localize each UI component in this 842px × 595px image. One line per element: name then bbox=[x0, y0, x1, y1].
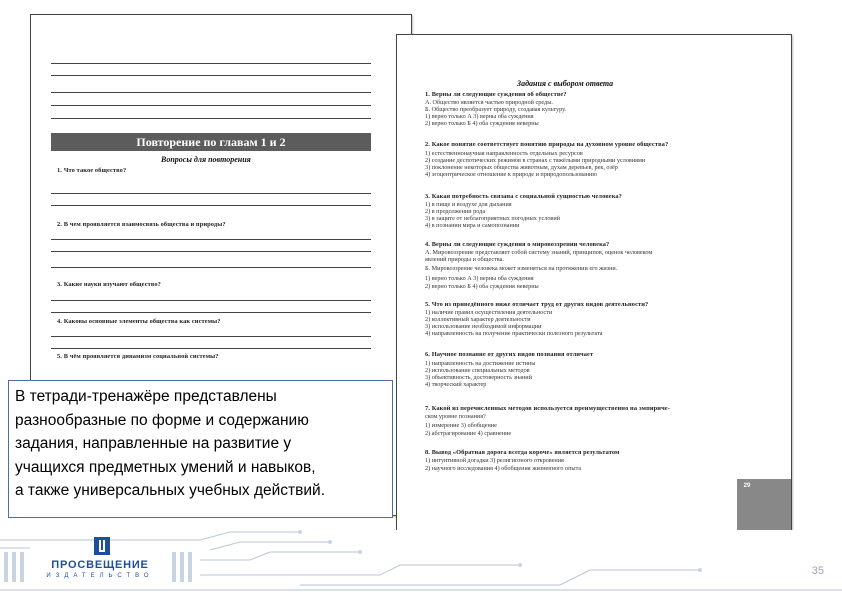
review-question: 1. Что такое общество? bbox=[57, 167, 127, 174]
task-option: 3) в защите от неблагоприятных погодных условий bbox=[425, 215, 560, 222]
task-option: 1) естественнонаучная направленность отдельных ресурсов bbox=[425, 150, 583, 157]
task-option: Б. Мировоззрение человека может изменяться на протяжении его жизни. bbox=[425, 265, 618, 272]
task-question: 4. Верны ли следующие суждения о мировоззрении человека? bbox=[425, 241, 610, 248]
answer-line bbox=[51, 92, 371, 93]
answer-line bbox=[51, 205, 371, 206]
task-option: 4) в познании мира и самопознании bbox=[425, 222, 520, 229]
workbook-page-right bbox=[396, 34, 792, 532]
answer-line bbox=[51, 193, 371, 194]
answer-line bbox=[51, 300, 371, 301]
task-option: явлений природы и общества. bbox=[425, 256, 504, 263]
review-question: 5. В чём проявляется динамизм социальной системы? bbox=[57, 353, 219, 360]
task-question: 2. Какое понятие соответствует понятию природы на духовном уровне общества? bbox=[425, 141, 669, 148]
task-option: 1) направленность на достижение истины bbox=[425, 360, 536, 367]
answer-line bbox=[51, 348, 371, 349]
task-option: 3) поклонение некоторых общества животным, духам деревьев, рек, озёр bbox=[425, 164, 618, 171]
task-option: 4) эгоцентрическое отношение к природе и природопользованию bbox=[425, 171, 597, 178]
section-band-title: Повторение по главам 1 и 2 bbox=[51, 133, 371, 151]
review-question: 3. Какие науки изучают общество? bbox=[57, 281, 161, 288]
description-callout bbox=[8, 380, 393, 518]
task-option: 2) научного исследования 4) обобщения жизненного опыта bbox=[425, 465, 582, 472]
task-option: 4) направленность на получение практически полезного результата bbox=[425, 330, 603, 337]
task-option: 3) использование необходимой информации bbox=[425, 323, 542, 330]
answer-line bbox=[51, 105, 371, 106]
tasks-heading: Задания с выбором ответа bbox=[517, 79, 614, 88]
task-option: 2) в продолжении рода bbox=[425, 208, 486, 215]
task-option: 1) измерение 3) обобщение bbox=[425, 422, 497, 429]
task-question: 7. Какой из перечисленных методов используется преимущественно на эмпириче- bbox=[425, 405, 670, 412]
review-question: 4. Каковы основные элементы общества как системы? bbox=[57, 318, 221, 325]
task-option: А. Мировоззрение представляет собой систему знаний, принципов, оценок человеком bbox=[425, 249, 653, 256]
answer-line bbox=[51, 239, 371, 240]
answer-line bbox=[51, 336, 371, 337]
task-option: 2) создание деспотических режимов в странах с тяжёлыми природными условиями bbox=[425, 157, 646, 164]
task-option: 3) объективность, достоверность знаний bbox=[425, 374, 532, 381]
task-option: 2) коллективный характер деятельности bbox=[425, 316, 531, 323]
task-option: 1) верно только А 3) верны оба суждения bbox=[425, 113, 534, 120]
logo-subtitle: ИЗДАТЕЛЬСТВО bbox=[46, 573, 154, 579]
publisher-logo bbox=[30, 537, 170, 585]
task-question: 8. Вывод «Обратная дорога всегда короче» является результатом bbox=[425, 449, 620, 456]
answer-line bbox=[51, 251, 371, 252]
task-option: А. Общество является частью природной среды. bbox=[425, 99, 553, 106]
logo-name: ПРОСВЕЩЕНИЕ bbox=[51, 559, 149, 571]
review-question: 2. В чем проявляется взаимосвязь общества и природы? bbox=[57, 221, 226, 228]
answer-line bbox=[51, 118, 371, 119]
task-question: 5. Что из приведённого ниже отличает труд от других видов деятельности? bbox=[425, 301, 649, 308]
slide-number: 35 bbox=[811, 565, 824, 577]
task-question: 1. Верны ли следующие суждения об обществе? bbox=[425, 91, 567, 98]
task-option: Б. Общество преобразует природу, создавая культуру. bbox=[425, 106, 567, 113]
task-option: 1) в пище и воздухе для дыхания bbox=[425, 201, 512, 208]
page-number: 29 bbox=[743, 483, 751, 489]
task-option: 2) использование специальных методов bbox=[425, 367, 530, 374]
task-option: 2) абстрагирование 4) сравнение bbox=[425, 430, 512, 437]
task-option: 4) творческий характер bbox=[425, 381, 487, 388]
callout-text: В тетради-тренажёре представлены разнообразные по форме и содержанию задания, направленные на развитие у учащихся предметных умений и навыков, а также универсальных учебных действий. bbox=[15, 388, 325, 499]
answer-line bbox=[51, 312, 371, 313]
task-option: 2) верно только Б 4) оба суждения неверны bbox=[425, 283, 539, 290]
task-option: 1) интуитивной догадки 3) религиозного откровения bbox=[425, 457, 564, 464]
answer-line bbox=[51, 267, 371, 268]
task-question: 3. Какая потребность связана с социальной сущностью человека? bbox=[425, 193, 622, 200]
task-option: 1) верно только А 3) верны оба суждения bbox=[425, 275, 534, 282]
answer-line bbox=[51, 63, 371, 64]
task-option: 1) наличие правил осуществления деятельности bbox=[425, 309, 553, 316]
task-option: ском уровне познания? bbox=[425, 413, 486, 420]
task-option: 2) верно только Б 4) оба суждения неверны bbox=[425, 120, 539, 127]
logo-mark-icon bbox=[94, 537, 110, 555]
section-subheading: Вопросы для повторения bbox=[161, 155, 251, 164]
answer-line bbox=[51, 75, 371, 76]
task-question: 6. Научное познание от других видов познания отличает bbox=[425, 351, 594, 358]
